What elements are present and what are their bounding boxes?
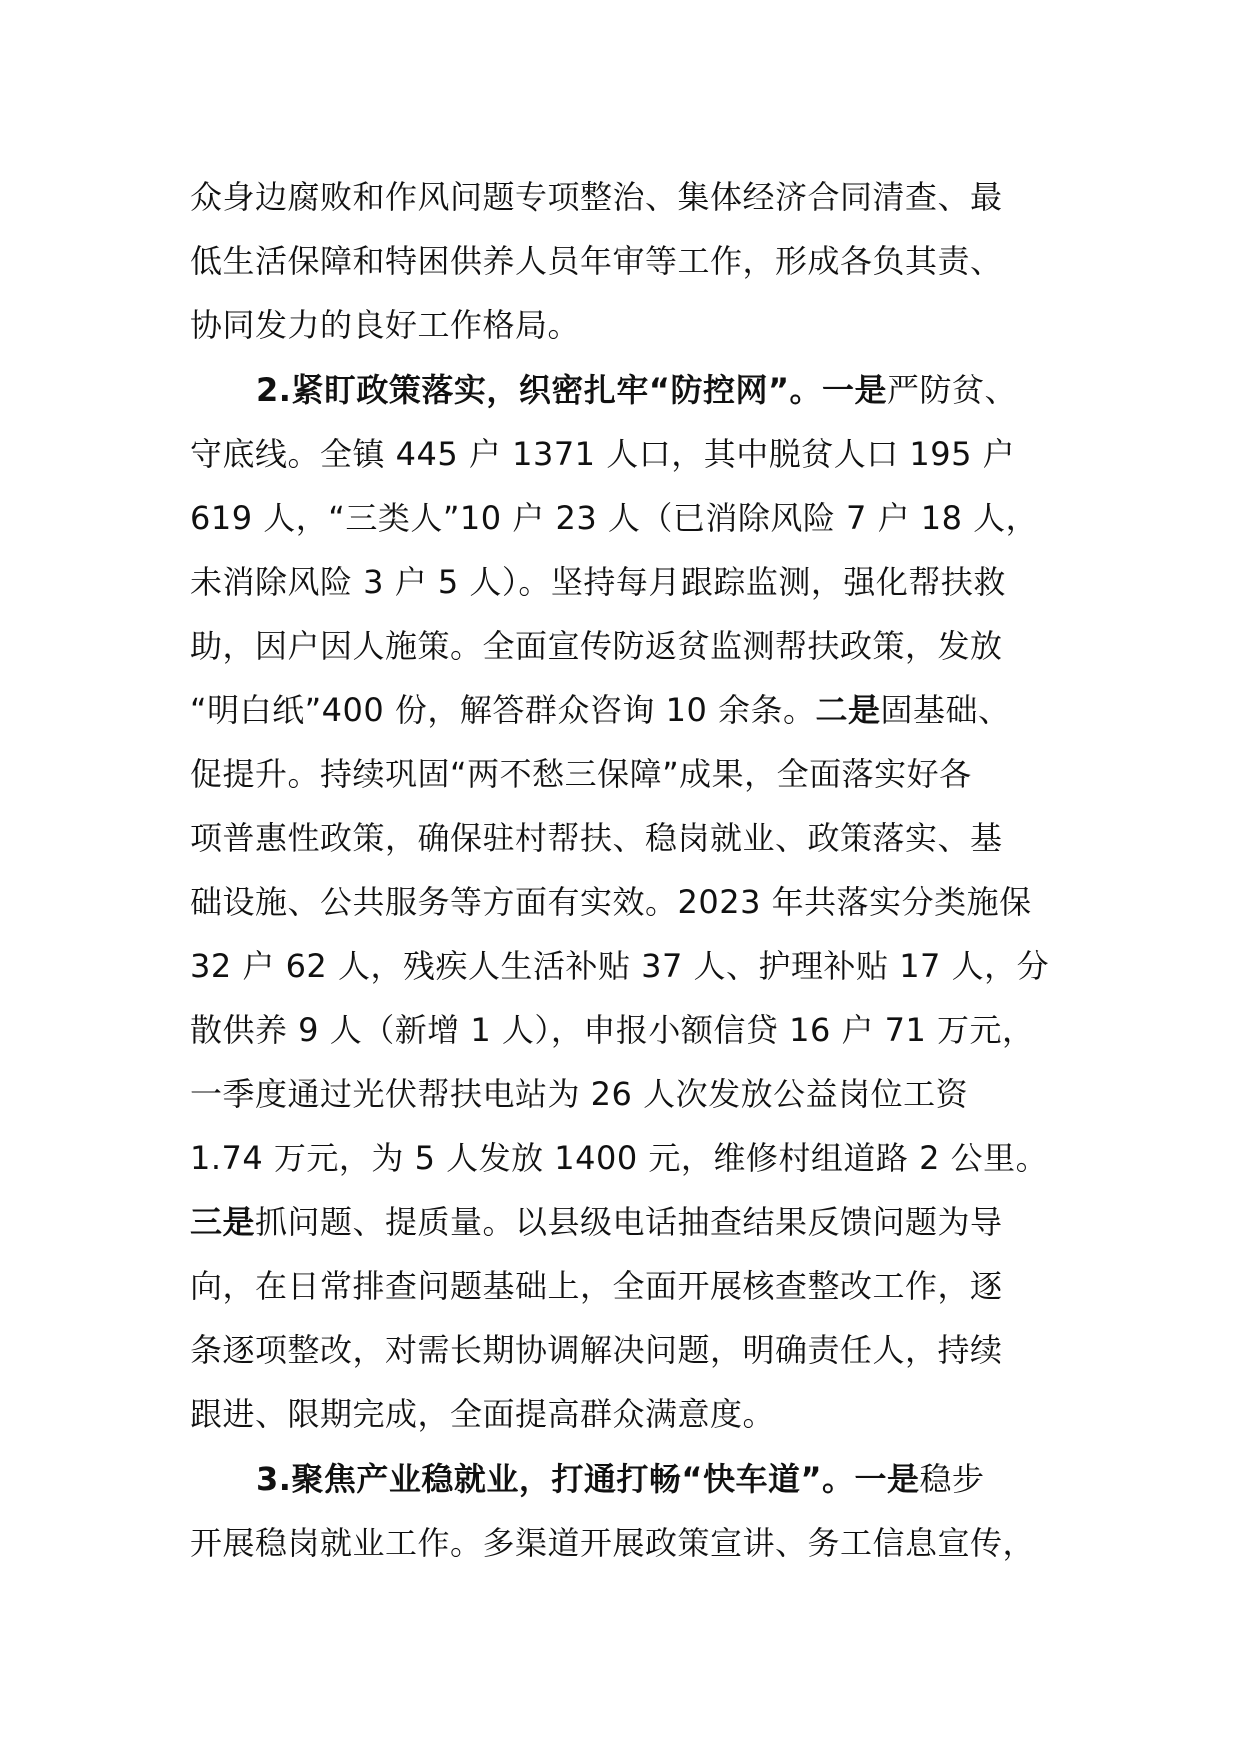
text-line: 开展稳岗就业工作。多渠道开展政策宣讲、务工信息宣传， [190, 1524, 1036, 1562]
text-line: 散供养 9 人（新增 1 人），申报小额信贷 16 户 71 万元， [190, 1011, 1035, 1049]
text-line: 未消除风险 3 户 5 人）。坚持每月跟踪监测，强化帮扶救 [190, 563, 1006, 601]
text-line: 助，因户因人施策。全面宣传防返贫监测帮扶政策，发放 [190, 627, 1003, 665]
text-line: 协同发力的良好工作格局。 [190, 306, 581, 344]
text-line: 众身边腐败和作风问题专项整治、集体经济合同清查、最 [190, 178, 1003, 216]
text-line: 三是抓问题、提质量。以县级电话抽查结果反馈问题为导 [190, 1203, 1003, 1241]
section-heading: 2.紧盯政策落实，织密扎牢“防控网”。一是严防贫、 [256, 371, 1018, 409]
text-line: 跟进、限期完成，全面提高群众满意度。 [190, 1395, 776, 1433]
text-line: “明白纸”400 份，解答群众咨询 10 余条。二是固基础、 [190, 691, 1011, 729]
text-line: 项普惠性政策，确保驻村帮扶、稳岗就业、政策落实、基 [190, 819, 1003, 857]
text-line: 向，在日常排查问题基础上，全面开展核查整改工作，逐 [190, 1267, 1003, 1305]
text-line: 低生活保障和特困供养人员年审等工作，形成各负其责、 [190, 242, 1003, 280]
text-line: 守底线。全镇 445 户 1371 人口，其中脱贫人口 195 户 [190, 435, 1016, 473]
text-line: 619 人，“三类人”10 户 23 人（已消除风险 7 户 18 人， [190, 499, 1039, 537]
text-line: 1.74 万元，为 5 人发放 1400 元，维修村组道路 2 公里。 [190, 1139, 1049, 1177]
text-line: 础设施、公共服务等方面有实效。2023 年共落实分类施保 [190, 883, 1032, 921]
text-line: 一季度通过光伏帮扶电站为 26 人次发放公益岗位工资 [190, 1075, 969, 1113]
section-heading: 3.聚焦产业稳就业，打通打畅“快车道”。一是稳步 [256, 1460, 985, 1498]
text-line: 32 户 62 人，残疾人生活补贴 37 人、护理补贴 17 人，分 [190, 947, 1050, 985]
text-line: 促提升。持续巩固“两不愁三保障”成果，全面落实好各 [190, 755, 972, 793]
text-line: 条逐项整改，对需长期协调解决问题，明确责任人，持续 [190, 1331, 1003, 1369]
